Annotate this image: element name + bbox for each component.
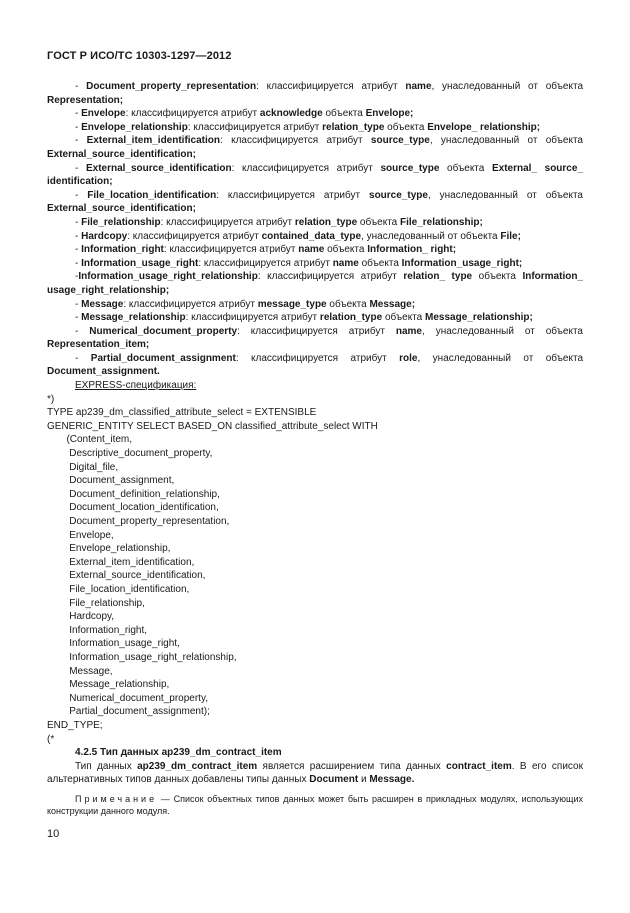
attribute-item-mid: : классифицируется атрибут bbox=[220, 135, 371, 147]
express-code-block bbox=[47, 393, 583, 746]
section-text: и bbox=[358, 774, 370, 786]
attribute-item-attr: relation_type bbox=[322, 121, 385, 133]
attribute-item-attr: name bbox=[332, 257, 359, 269]
attribute-item-tail: объекта bbox=[439, 162, 492, 174]
attribute-item-name: Document_property_representation bbox=[86, 81, 257, 92]
attribute-item-name: File_relationship bbox=[81, 216, 161, 228]
attribute-item-tail: объекта bbox=[357, 216, 400, 228]
attribute-item-name: Envelope_relationship bbox=[81, 121, 188, 133]
attribute-item-attr: acknowledge bbox=[259, 108, 323, 120]
section-title: 4.2.5 Тип данных ap239_dm_contract_item bbox=[75, 747, 282, 759]
code-line: Information_usage_right_relationship, bbox=[47, 651, 237, 663]
attribute-item bbox=[47, 270, 583, 297]
note-label: Примечание bbox=[75, 793, 158, 804]
attribute-item-mid: : классифицируется атрибут bbox=[185, 312, 320, 324]
code-line: Document_assignment, bbox=[47, 475, 175, 487]
attribute-item-prefix: - bbox=[75, 352, 91, 364]
attribute-item-tail: объекта bbox=[384, 121, 428, 133]
attribute-item-name: Envelope bbox=[81, 108, 126, 120]
code-line: External_item_identification, bbox=[47, 556, 195, 568]
attribute-item-mid: : классифицируется атрибут bbox=[127, 230, 262, 242]
attribute-item-obj: Message; bbox=[369, 298, 416, 310]
attribute-item-tail: , унаследованный от объекта bbox=[431, 81, 583, 92]
attribute-item-name: Information_right bbox=[81, 244, 164, 256]
attribute-item-tail: объекта bbox=[472, 271, 523, 283]
attribute-item bbox=[47, 243, 583, 257]
attribute-item-prefix: - bbox=[75, 108, 82, 120]
code-line: Document_location_identification, bbox=[47, 502, 219, 514]
attribute-item-prefix: - bbox=[75, 81, 87, 92]
code-line: Partial_document_assignment); bbox=[47, 706, 210, 718]
section-paragraph bbox=[47, 760, 583, 787]
attribute-item bbox=[47, 107, 583, 121]
attribute-item-prefix: - bbox=[75, 257, 82, 269]
attribute-item-tail: , унаследованный от объекта bbox=[429, 135, 583, 147]
attribute-item-prefix: - bbox=[75, 216, 82, 228]
attribute-item-obj: Message_relationship; bbox=[425, 312, 533, 324]
attribute-item-name: File_location_identification bbox=[87, 189, 217, 201]
attribute-item-attr: relation_type bbox=[294, 216, 358, 228]
attribute-item bbox=[47, 257, 583, 271]
page-number: 10 bbox=[47, 828, 60, 840]
attribute-item-obj: Document_assignment. bbox=[47, 366, 160, 378]
attribute-item-tail: , унаследованный от объекта bbox=[427, 189, 583, 201]
attribute-item-name: Message_relationship bbox=[81, 312, 186, 324]
attribute-item-tail: объекта bbox=[326, 298, 370, 310]
attribute-item-obj: External_ source_ identification; bbox=[47, 162, 583, 188]
document-header: ГОСТ Р ИСО/ТС 10303-1297—2012 bbox=[47, 50, 232, 62]
attribute-item-mid: : классифицируется атрибут bbox=[231, 162, 381, 174]
attribute-item-obj: Representation_item; bbox=[47, 339, 150, 351]
attribute-item-tail: объекта bbox=[358, 257, 402, 269]
attribute-item-prefix: - bbox=[75, 230, 82, 242]
attribute-item-mid: : классифицируется атрибут bbox=[198, 257, 333, 269]
code-line: Document_property_representation, bbox=[47, 516, 230, 527]
attribute-item-tail: объекта bbox=[322, 108, 366, 120]
note-text: — Список объектных типов данных может быть расширен в прикладных модулях, использующих конструкции данного модуля. bbox=[47, 793, 583, 817]
attribute-item-obj: External_source_identification; bbox=[47, 203, 196, 215]
attribute-item-prefix: - bbox=[75, 162, 86, 174]
code-line: *) bbox=[47, 393, 55, 405]
code-line: Numerical_document_property, bbox=[47, 692, 208, 704]
code-line: (Content_item, bbox=[47, 434, 133, 446]
code-line: (* bbox=[47, 733, 55, 745]
attribute-item-tail: , унаследованный от объекта bbox=[417, 352, 584, 364]
attribute-item-attr: name bbox=[298, 244, 325, 256]
attribute-item-mid: : классифицируется атрибут bbox=[160, 216, 295, 228]
attribute-item-mid: : классифицируется атрибут bbox=[235, 352, 400, 364]
code-line: GENERIC_ENTITY SELECT BASED_ON classified_attribute_select WITH bbox=[47, 420, 378, 432]
attribute-item bbox=[47, 162, 583, 189]
attribute-item bbox=[47, 311, 583, 325]
code-line: Descriptive_document_property, bbox=[47, 448, 213, 460]
attribute-item-attr: source_type bbox=[369, 189, 428, 201]
attribute-item-attr: source_type bbox=[380, 162, 440, 174]
attribute-item-attr: relation_type bbox=[319, 312, 383, 324]
code-line: File_location_identification, bbox=[47, 583, 190, 595]
attribute-item-name: Numerical_document_property bbox=[89, 325, 238, 337]
attribute-item-name: Hardcopy bbox=[81, 230, 128, 242]
code-line: Digital_file, bbox=[47, 461, 119, 473]
attribute-item-mid: : классифицируется атрибут bbox=[125, 108, 260, 120]
attribute-item-name: Partial_document_assignment bbox=[90, 352, 236, 364]
attribute-item-tail: , унаследованный от объекта bbox=[361, 230, 501, 242]
attribute-item-obj: Information_ usage_right_relationship; bbox=[47, 271, 583, 296]
code-line: Envelope_relationship, bbox=[47, 543, 171, 555]
attribute-item bbox=[47, 189, 583, 216]
section-term: Document bbox=[309, 774, 359, 786]
code-line: Hardcopy, bbox=[47, 611, 115, 623]
attribute-item-mid: : классифицируется атрибут bbox=[216, 189, 370, 201]
attribute-item bbox=[47, 298, 583, 312]
attribute-item-mid: : классифицируется атрибут bbox=[257, 271, 404, 283]
code-line: External_source_identification, bbox=[47, 570, 206, 582]
attribute-item-prefix: - bbox=[75, 121, 82, 133]
attribute-item-name: Information_usage_right bbox=[81, 257, 199, 269]
attribute-item bbox=[47, 80, 583, 107]
code-line: TYPE ap239_dm_classified_attribute_select = EXTENSIBLE bbox=[47, 407, 317, 419]
attribute-item-prefix: - bbox=[75, 244, 82, 256]
attribute-item-mid: : классифицируется атрибут bbox=[187, 121, 323, 133]
attribute-item-mid: : классифицируется атрибут bbox=[163, 244, 299, 256]
section-term: Message. bbox=[369, 774, 415, 786]
attribute-item-name: External_item_identification bbox=[86, 135, 221, 147]
attribute-item bbox=[47, 352, 583, 379]
note-paragraph bbox=[47, 793, 583, 818]
code-line: File_relationship, bbox=[47, 597, 145, 609]
attribute-item-attr: source_type bbox=[370, 135, 430, 147]
code-line: Information_usage_right, bbox=[47, 638, 180, 650]
attribute-item-tail: объекта bbox=[382, 312, 426, 324]
attribute-item-attr: role bbox=[399, 352, 418, 364]
attribute-item-tail: объекта bbox=[324, 244, 368, 256]
attribute-item-name: Message bbox=[81, 298, 124, 310]
attribute-item-obj: Envelope_ relationship; bbox=[427, 121, 541, 133]
attribute-item bbox=[47, 230, 583, 244]
attribute-list bbox=[47, 80, 583, 379]
code-line: Information_right, bbox=[47, 624, 148, 636]
section-term: contract_item bbox=[446, 760, 512, 772]
attribute-item bbox=[47, 121, 583, 135]
attribute-item-obj: External_source_identification; bbox=[47, 148, 196, 160]
attribute-item-prefix: - bbox=[75, 271, 79, 283]
attribute-item-prefix: - bbox=[75, 312, 82, 324]
section-term: ap239_dm_contract_item bbox=[137, 760, 258, 772]
code-line: Message, bbox=[47, 665, 113, 677]
attribute-item-obj: File_relationship; bbox=[400, 216, 483, 228]
attribute-item-name: External_source_identification bbox=[85, 162, 232, 174]
code-line: Envelope, bbox=[47, 529, 114, 541]
code-line: Document_definition_relationship, bbox=[47, 488, 220, 500]
attribute-item-obj: File; bbox=[500, 230, 521, 242]
attribute-item-prefix: - bbox=[75, 325, 90, 337]
attribute-item-tail: , унаследованный от объекта bbox=[421, 325, 583, 337]
attribute-item-name: Information_usage_right_relationship bbox=[78, 271, 258, 283]
attribute-item-obj: Envelope; bbox=[365, 108, 414, 120]
attribute-item-mid: : классифицируется атрибут bbox=[123, 298, 258, 310]
attribute-item-mid: : классифицируется атрибут bbox=[237, 325, 396, 337]
attribute-item-prefix: - bbox=[75, 298, 82, 310]
express-label: EXPRESS-спецификация: bbox=[75, 380, 197, 392]
section-text: является расширением типа данных bbox=[257, 760, 447, 772]
attribute-item bbox=[47, 325, 583, 352]
attribute-item-attr: name bbox=[405, 81, 432, 92]
attribute-item-attr: contained_data_type bbox=[261, 230, 362, 242]
code-line: END_TYPE; bbox=[47, 719, 103, 731]
attribute-item-obj: Representation; bbox=[47, 94, 124, 106]
attribute-item bbox=[47, 216, 583, 230]
attribute-item-attr: relation_ type bbox=[403, 271, 473, 283]
document-body bbox=[47, 80, 583, 818]
section-text: . В его список альтернативных типов данных добавлены типы данных bbox=[47, 760, 583, 786]
attribute-item-obj: Information_usage_right; bbox=[401, 257, 523, 269]
attribute-item-prefix: - bbox=[75, 135, 87, 147]
code-line: Message_relationship, bbox=[47, 679, 170, 691]
attribute-item-attr: name bbox=[395, 325, 422, 337]
attribute-item-prefix: - bbox=[75, 189, 88, 201]
section-text: Тип данных bbox=[75, 760, 138, 772]
attribute-item-attr: message_type bbox=[257, 298, 327, 310]
attribute-item-obj: Information_ right; bbox=[367, 244, 457, 256]
attribute-item-mid: : классифицируется атрибут bbox=[256, 81, 406, 92]
attribute-item bbox=[47, 134, 583, 161]
